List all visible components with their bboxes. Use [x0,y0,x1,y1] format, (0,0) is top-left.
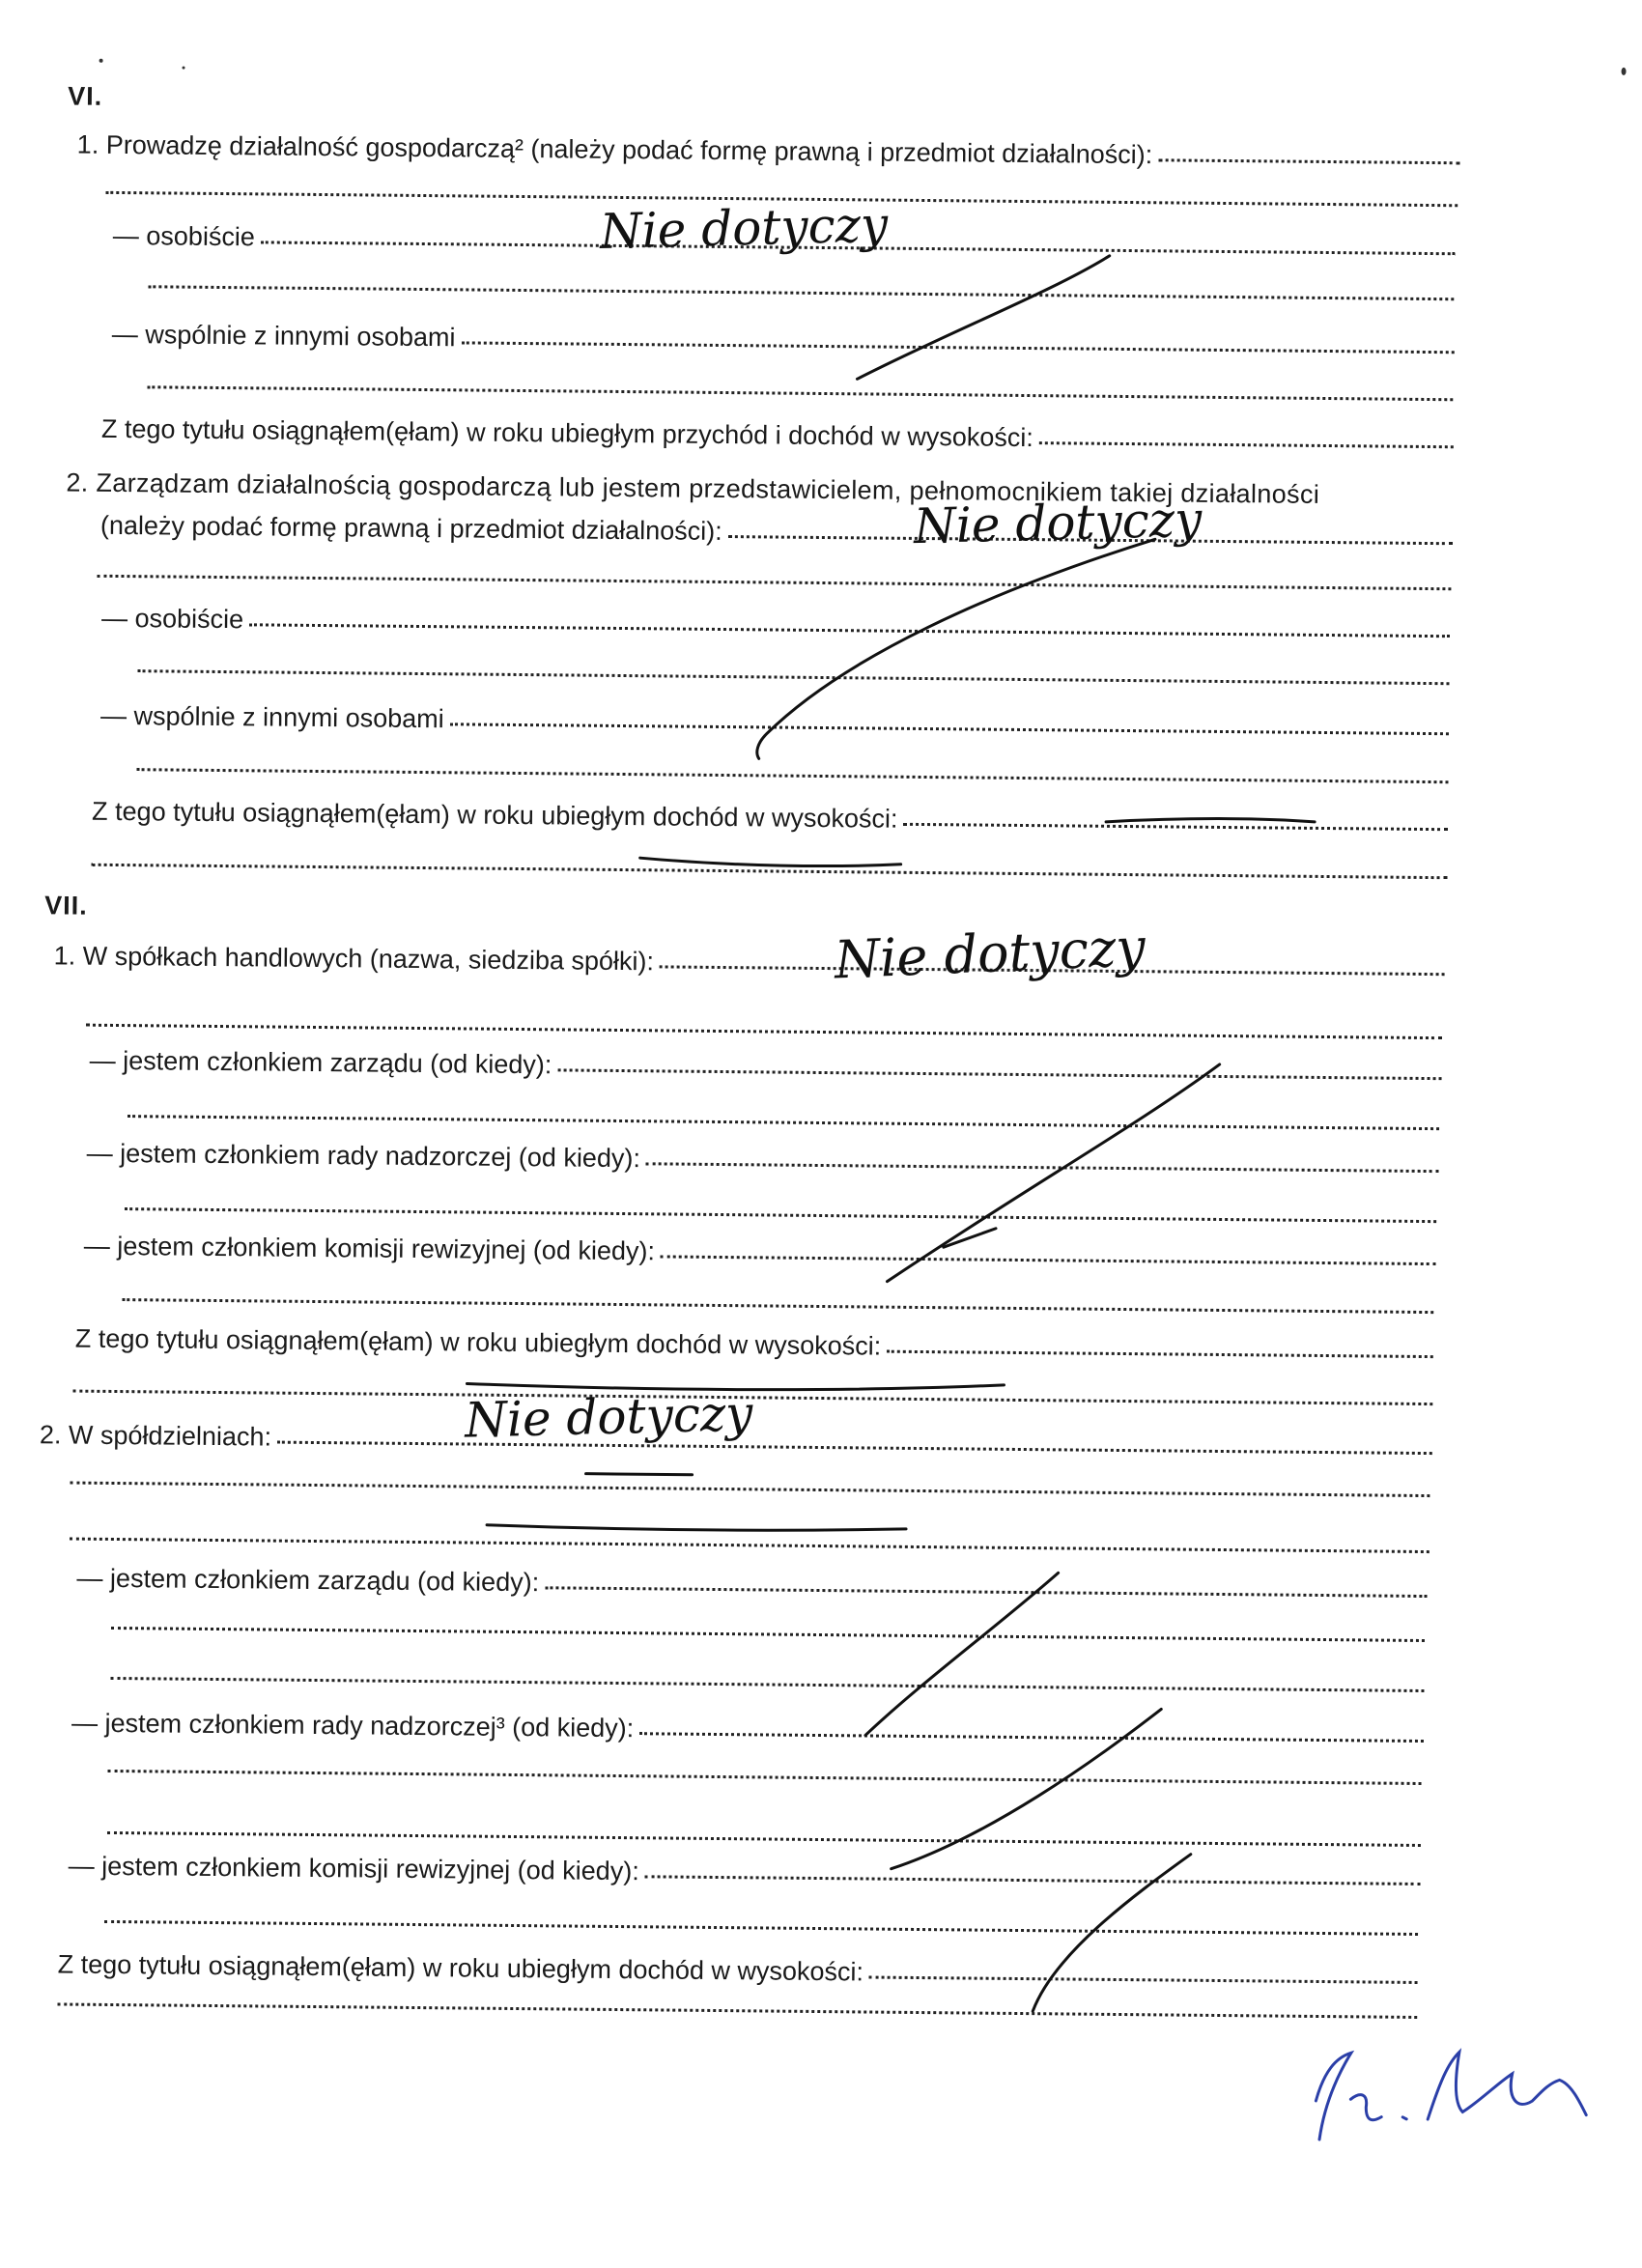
fill-line [125,1206,1436,1223]
fill-line [661,1254,1436,1265]
fill-line [545,1585,1427,1598]
fill-line [1039,440,1454,448]
handwritten-answer-vi-2: Nie dotyczy [913,491,1203,555]
vi-q1-income-label: Z tego tytułu osiągnąłem(ęłam) w roku ubiegłym przychód i dochód w wysokości: [100,413,1033,453]
signature-stroke [1350,2095,1381,2120]
vii-q1-audit-row [84,1232,1436,1274]
vi-q1-label-row [77,130,1460,174]
fill-line [108,1769,1422,1785]
fill-line [92,863,1448,879]
fill-line [148,284,1454,300]
vii-q1-label-row [54,941,1445,984]
vii-q1-label: 1. W spółkach handlowych (nazwa, siedziba spółki): [53,941,655,977]
vii-q2-label: 2. W spółdzielniach: [39,1420,272,1452]
cross-out-stroke [857,253,1109,381]
section-vi-heading: VI. [68,81,103,111]
vi-q2-personal-label: — osobiście [100,603,244,635]
vi-q1-label: 1. Prowadzę działalność gospodarczą² (należy podać formę prawną i przedmiot działalności): [76,129,1153,170]
vii-q2-supervisory-label: — jestem członkiem rady nadzorczej³ (od kiedy): [71,1708,635,1744]
fill-line [127,1114,1439,1130]
fill-line [147,384,1453,401]
vi-q2-label-cont-row [100,511,1453,553]
signature-stroke [1428,2052,1587,2121]
signature [1316,2051,1587,2142]
fill-line [138,668,1450,685]
vii-q2-income-label: Z tego tytułu osiągnąłem(ęłam) w roku ubiegłym dochód w wysokości: [57,1949,864,1987]
fill-line [122,1297,1433,1314]
vii-q1-income-label: Z tego tytułu osiągnąłem(ęłam) w roku ubiegłym dochód w wysokości: [74,1323,882,1361]
fill-line [111,1626,1425,1642]
vi-q2-label-row [66,468,1453,511]
vii-q2-audit-label: — jestem członkiem komisji rewizyjnej (od kiedy): [68,1851,639,1886]
vi-q2-joint-row [100,701,1449,744]
fill-line [450,722,1449,735]
scan-speck [99,59,103,63]
fill-line [887,1349,1433,1358]
vii-q2-audit-row [69,1852,1421,1894]
vi-q2-personal-row [101,604,1450,646]
section-vii-heading: VII. [44,891,88,921]
vii-q2-board-row [76,1564,1427,1606]
fill-line [70,1537,1430,1554]
vi-q1-joint-row [112,320,1455,362]
handwritten-answer-vii-2: Nie dotyczy [464,1385,754,1449]
fill-line [86,1023,1442,1039]
vi-q2-label: 2. Zarządzam działalnością gospodarczą lub jestem przedstawicielem, pełnomocnikiem takiej działalności [66,468,1320,509]
fill-line [104,1919,1418,1936]
fill-line [137,767,1449,783]
scan-speck [183,67,185,70]
fill-line [70,1481,1430,1498]
fill-line [869,1975,1418,1984]
fill-line [557,1067,1441,1080]
vii-q2-supervisory-row [71,1709,1424,1751]
fill-line [277,1440,1432,1455]
underline-stroke [487,1525,906,1532]
handwritten-answer-vi-1: Nie dotyczy [599,196,889,260]
vii-q2-income-row [58,1949,1418,1993]
fill-line [1158,157,1459,164]
fill-line [107,1830,1421,1847]
vi-q1-income-row [101,414,1454,457]
handwritten-answer-vii-1: Nie dotyczy [833,916,1147,991]
vi-q1-personal-label: — osobiście [112,220,256,252]
vi-q2-income-label: Z tego tytułu osiągnąłem(ęłam) w roku ubiegłym dochód w wysokości: [91,796,898,834]
vii-q1-income-row [75,1324,1433,1367]
fill-line [249,622,1450,638]
signature-stroke [1402,2117,1406,2119]
vi-q2-income-row [92,797,1448,839]
vi-q2-joint-label: — wspólnie z innymi osobami [99,700,444,734]
fill-line [646,1161,1439,1173]
vii-q1-audit-label: — jestem członkiem komisji rewizyjnej (od kiedy): [83,1231,656,1266]
vii-q2-board-label: — jestem członkiem zarządu (od kiedy): [76,1563,540,1598]
fill-line [639,1731,1424,1743]
scan-speck [1622,68,1627,75]
fill-line [111,1676,1425,1692]
fill-line [57,2001,1417,2019]
vii-q1-board-label: — jestem członkiem zarządu (od kiedy): [89,1045,552,1080]
fill-line [97,574,1451,590]
fill-line [72,1389,1432,1406]
signature-stroke [1316,2053,1351,2140]
underline-stroke [586,1474,693,1475]
vi-q2-label-cont: (należy podać formę prawną i przedmiot działalności): [99,510,722,546]
vii-q1-supervisory-label: — jestem członkiem rady nadzorczej (od kiedy): [86,1138,641,1174]
vii-q1-board-row [90,1046,1442,1089]
vii-q1-supervisory-row [87,1139,1439,1181]
fill-line [645,1874,1421,1885]
underline-stroke [640,858,901,866]
fill-line [903,822,1448,831]
vi-q1-joint-label: — wspólnie z innymi osobami [111,319,456,353]
fill-line [461,340,1454,354]
